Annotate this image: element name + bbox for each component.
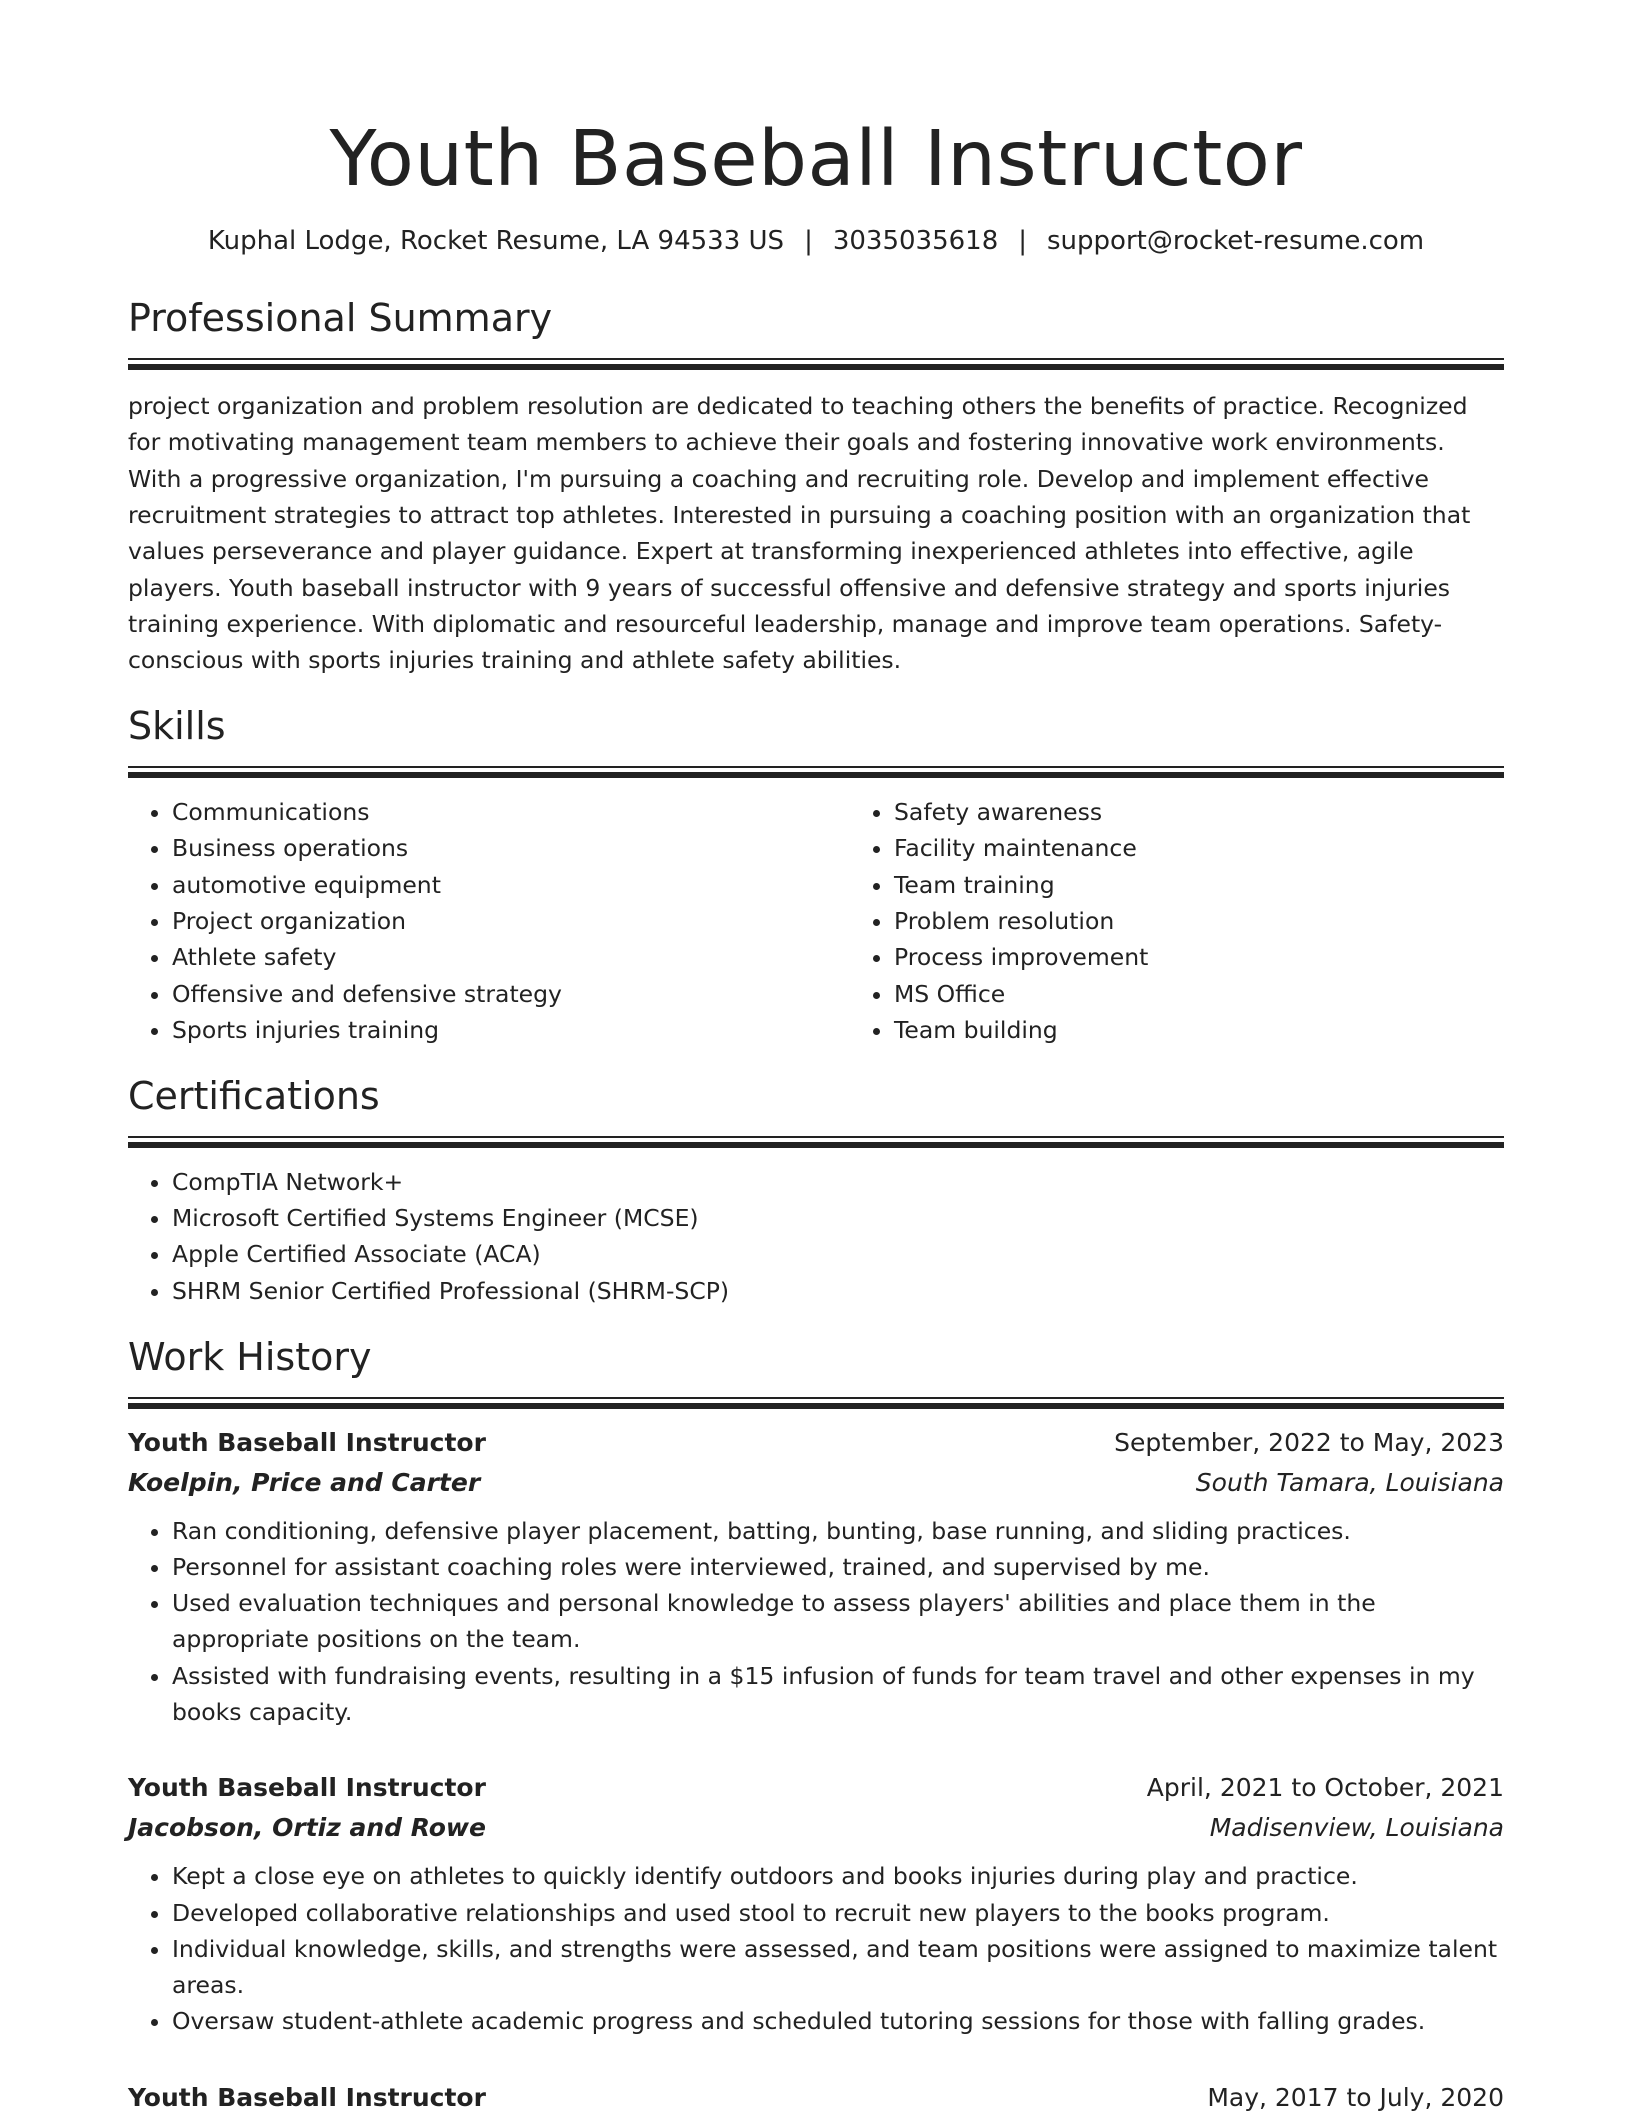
skill-item: • Business operations xyxy=(172,830,850,866)
certification-item: • Apple Certified Associate (ACA) xyxy=(172,1236,1504,1272)
address-text: Kuphal Lodge, Rocket Resume, LA 94533 US xyxy=(207,225,785,256)
skill-item: • Communications xyxy=(172,794,850,830)
section-divider xyxy=(128,1136,1504,1148)
certification-item: • Microsoft Certified Systems Engineer (MCSE) xyxy=(172,1200,1504,1236)
skill-item: • Project organization xyxy=(172,903,850,939)
skills-section xyxy=(128,704,1504,1048)
section-divider xyxy=(128,766,1504,778)
skills-list-left xyxy=(128,794,850,1048)
skill-item: • Team building xyxy=(894,1012,1572,1048)
skill-item: • Sports injuries training xyxy=(172,1012,850,1048)
job-duty-item: • Assisted with fundraising events, resulting in a $15 infusion of funds for team travel and other expenses in my books capacity. xyxy=(172,1658,1504,1731)
contact-separator: | xyxy=(804,225,813,256)
skill-item: • Offensive and defensive strategy xyxy=(172,976,850,1012)
job-duty-item: • Personnel for assistant coaching roles were interviewed, trained, and supervised by me. xyxy=(172,1549,1504,1585)
job-duties-list xyxy=(128,1513,1504,1731)
skill-item: • Athlete safety xyxy=(172,939,850,975)
certifications-list xyxy=(128,1164,1504,1309)
resume-title: Youth Baseball Instructor xyxy=(329,115,1303,204)
skill-item: • Safety awareness xyxy=(894,794,1572,830)
skill-item: • MS Office xyxy=(894,976,1572,1012)
certification-item: • SHRM Senior Certified Professional (SHRM-SCP) xyxy=(172,1273,1504,1309)
phone-text: 3035035618 xyxy=(832,225,999,256)
skill-item: • automotive equipment xyxy=(172,867,850,903)
job-company-row xyxy=(128,1463,1504,1503)
section-divider xyxy=(128,358,1504,370)
job-location: South Tamara, Louisiana xyxy=(1195,1467,1504,1497)
job-company: Jacobson, Ortiz and Rowe xyxy=(128,1813,486,1843)
job-header-row xyxy=(128,1768,1504,1808)
skill-item: • Team training xyxy=(894,867,1572,903)
job-header-row xyxy=(128,1423,1504,1463)
job-duty-item: • Ran conditioning, defensive player placement, batting, bunting, base running, and sliding practices. xyxy=(172,1513,1504,1549)
summary-heading: Professional Summary xyxy=(128,296,553,341)
job-entry xyxy=(128,1768,1504,2039)
job-entry xyxy=(128,1423,1504,1731)
email-text: support@rocket-resume.com xyxy=(1047,225,1425,256)
certifications-heading: Certifications xyxy=(128,1074,380,1119)
job-dates: May, 2017 to July, 2020 xyxy=(1207,2082,1504,2112)
job-title: Youth Baseball Instructor xyxy=(128,2082,486,2112)
skills-grid xyxy=(128,794,1504,1048)
job-duty-item: • Kept a close eye on athletes to quickly identify outdoors and books injuries during play and practice. xyxy=(172,1858,1504,1894)
summary-section xyxy=(128,296,1504,678)
summary-text: project organization and problem resolution are dedicated to teaching others the benefits of practice. Recognized for motivating management team members to achieve their goals and fostering innovative work environments. With a progressive organization, I'm pursuing a coaching and recruiting role. Develop and implement effective recruitment strategies to attract top athletes. Interested in pursuing a coaching position with an organization that values perseverance and player guidance. Expert at transforming inexperienced athletes into effective, agile players. Youth baseball instructor with 9 years of successful offensive and defensive strategy and sports injuries training experience. With diplomatic and resourceful leadership, manage and improve team operations. Safety-conscious with sports injuries training and athlete safety abilities. xyxy=(128,392,1471,675)
job-company: Koelpin, Price and Carter xyxy=(128,1467,481,1497)
skill-item: • Facility maintenance xyxy=(894,830,1572,866)
contact-separator: | xyxy=(1018,225,1028,256)
section-divider xyxy=(128,1397,1504,1409)
skills-list-right xyxy=(850,794,1572,1048)
job-duty-item: • Oversaw student-athlete academic progress and scheduled tutoring sessions for those with falling grades. xyxy=(172,2003,1504,2039)
job-duties-list xyxy=(128,1858,1504,2039)
work-history-section xyxy=(128,1335,1504,2118)
certifications-section xyxy=(128,1074,1504,1309)
skill-item: • Problem resolution xyxy=(894,903,1572,939)
job-duty-item: • Individual knowledge, skills, and strengths were assessed, and team positions were assigned to maximize talent areas. xyxy=(172,1931,1504,2004)
job-title: Youth Baseball Instructor xyxy=(128,1773,486,1803)
job-duty-item: • Developed collaborative relationships and used stool to recruit new players to the books program. xyxy=(172,1895,1504,1931)
job-dates: April, 2021 to October, 2021 xyxy=(1146,1773,1504,1803)
resume-page xyxy=(128,0,1504,2112)
job-title: Youth Baseball Instructor xyxy=(128,1427,486,1457)
job-dates: September, 2022 to May, 2023 xyxy=(1114,1427,1504,1457)
job-duty-item: • Used evaluation techniques and personal knowledge to assess players' abilities and place them in the appropriate positions on the team. xyxy=(172,1585,1504,1658)
skill-item: • Process improvement xyxy=(894,939,1572,975)
job-location: Madisenview, Louisiana xyxy=(1209,1813,1504,1843)
work-history-heading: Work History xyxy=(128,1334,372,1379)
contact-line xyxy=(128,225,1504,259)
job-company-row xyxy=(128,1808,1504,1848)
skills-heading: Skills xyxy=(128,704,226,749)
certification-item: • CompTIA Network+ xyxy=(172,1164,1504,1200)
